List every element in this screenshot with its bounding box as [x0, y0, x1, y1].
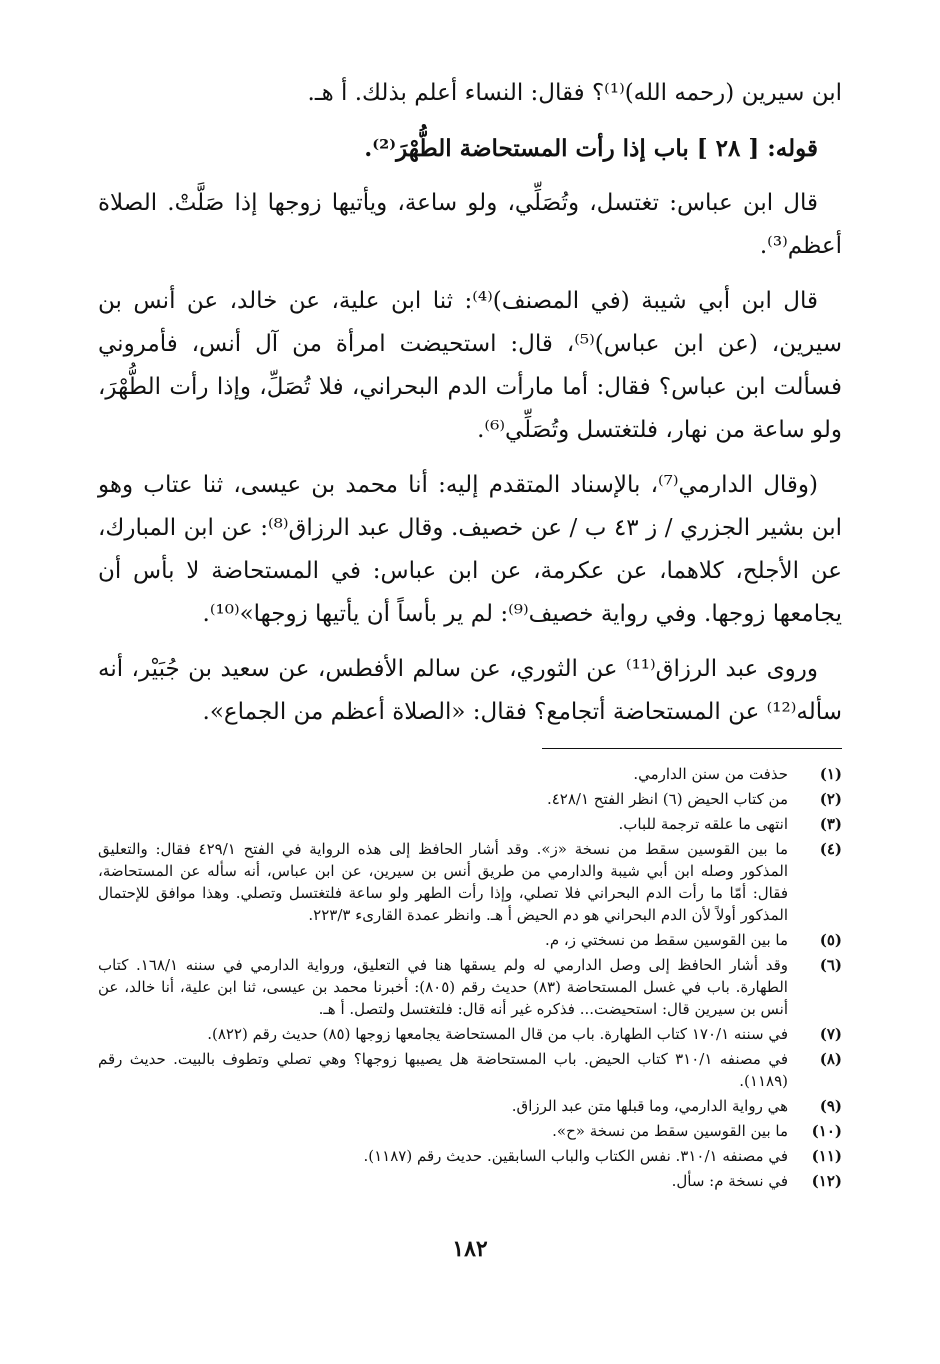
footnote-number: (١) — [819, 765, 842, 783]
chapter-heading: قوله: [ ٢٨ ] باب إذا رأت المستحاضة الطُّهْرَ⁽²⁾. — [364, 135, 818, 162]
page-number: ١٨٢ — [452, 1236, 488, 1262]
footnotes — [98, 763, 842, 1192]
footnote-text: في مصنفه ٣١٠/١ كتاب الحيض. باب المستحاضة هل يصيبها زوجها؟ وهي تصلي وتطوف بالبيت. حديث رقم (١١٨٩). — [98, 1050, 788, 1090]
footnote-8 — [98, 1048, 842, 1092]
footnote-number: (٣) — [819, 815, 842, 833]
paragraph-6: وروى عبد الرزاق⁽¹¹⁾ عن الثوري، عن سالم الأفطس، عن سعيد بن جُبَيْر، أنه سأله⁽¹²⁾ عن المستحاضة أتجامع؟ فقال: «الصلاة أعظم من الجماع». — [98, 656, 842, 725]
footnote-number: (١٢) — [811, 1172, 842, 1190]
footnote-text: انتهى ما علقه ترجمة للباب. — [618, 815, 788, 833]
footnote-number: (٤) — [819, 840, 842, 858]
main-text — [98, 72, 842, 734]
footnote-text: ما بين القوسين سقط من نسختي ز، م. — [545, 931, 788, 949]
footnote-1 — [98, 763, 842, 785]
footnote-9 — [98, 1095, 842, 1117]
footnote-text: هي رواية الدارمي، وما قبلها متن عبد الرزاق. — [511, 1097, 788, 1115]
footnote-number: (٧) — [819, 1025, 842, 1043]
footnote-11 — [98, 1145, 842, 1167]
footnote-10 — [98, 1120, 842, 1142]
paragraph-1: ابن سيرين (رحمه الله)⁽¹⁾؟ فقال: النساء أعلم بذلك. أ هـ. — [307, 80, 842, 106]
paragraph-4: قال ابن أبي شيبة (في المصنف)⁽⁴⁾: ثنا ابن علية، عن خالد، عن أنس بن سيرين، (عن ابن عباس)⁽⁵⁾، قال: استحيضت امرأة من آل أنس، فأمروني فسألت ابن عباس؟ فقال: أما مارأت الدم البحراني، فلا تُصَلِّ، وإذا رأت الطُّهْرَ، ولو ساعة من نهار، فلتغتسل وتُصَلِّي⁽⁶⁾. — [98, 288, 842, 443]
footnote-text: من كتاب الحيض (٦) انظر الفتح ٤٢٨/١. — [546, 790, 788, 808]
footnote-number: (٦) — [819, 956, 842, 974]
footnote-5 — [98, 929, 842, 951]
paragraph-5: (وقال الدارمي⁽⁷⁾، بالإسناد المتقدم إليه: أنا محمد بن عيسى، ثنا عتاب وهو ابن بشير الجزري / ز ٤٣ ب / عن خصيف. وقال عبد الرزاق⁽⁸⁾: عن ابن المبارك، عن الأجلح، كلاهما، عن عكرمة، عن ابن عباس: في المستحاضة لا بأس أن يجامعها زوجها. وفي رواية خصيف⁽⁹⁾: لم ير بأساً أن يأتيها زوجها»⁽¹⁰⁾. — [98, 472, 842, 627]
footnote-number: (٨) — [819, 1050, 842, 1068]
footnote-6 — [98, 954, 842, 1020]
footnote-text: في نسخة م: سأل. — [671, 1172, 788, 1190]
paragraph-3: قال ابن عباس: تغتسل، وتُصَلِّي، ولو ساعة، ويأتيها زوجها إذا صَلَّتْ. الصلاة أعظم⁽³⁾. — [98, 190, 842, 259]
footnote-divider — [542, 748, 842, 749]
footnote-3 — [98, 813, 842, 835]
footnote-4 — [98, 838, 842, 926]
footnote-number: (١١) — [811, 1147, 842, 1165]
footnote-text: وقد أشار الحافظ إلى وصل الدارمي له ولم يسقها هنا في التعليق، ورواية الدارمي في سننه ١٦٨/١. كتاب الطهارة. باب في غسل المستحاضة (٨٣) حديث رقم (٨٠٥): أخبرنا محمد بن عيسى، ثنا ابن علية، أنا خالد، عن أنس بن سيرين قال: استحيضت... فذكره غير أنه قال: فلتغتسل ولتصل. أ هـ. — [98, 956, 788, 1018]
footnote-2 — [98, 788, 842, 810]
footnote-number: (٩) — [819, 1097, 842, 1115]
footnote-text: ما بين القوسين سقط من نسخة «ح». — [552, 1122, 788, 1140]
footnote-text: في سننه ١٧٠/١ كتاب الطهارة. باب من قال المستحاضة يجامعها زوجها (٨٥) حديث رقم (٨٢٢). — [207, 1025, 788, 1043]
footnote-text: حذفت من سنن الدارمي. — [633, 765, 788, 783]
footnote-text: ما بين القوسين سقط من نسخة «ز». وقد أشار الحافظ إلى هذه الرواية في الفتح ٤٢٩/١ فقال: والتعليق المذكور وصله ابن أبي شيبة والدارمي من طريق أنس بن سيرين، عن ابن عباس، أنه سأله عن المستحاضة، فقال: أمّا ما رأت الدم البحراني فلا تصلي، وإذا رأت الطهر ولو ساعة فلتغتسل وتصلي. وهذا موافق للإحتمال المذكور أولاً لأن الدم البحراني هو دم الحيض أ هـ. وانظر عمدة القارىء ٢٢٣/٣. — [98, 840, 788, 924]
footnote-number: (١٠) — [811, 1122, 842, 1140]
footnote-text: في مصنفه ٣١٠/١. نفس الكتاب والباب السابقين. حديث رقم (١١٨٧). — [363, 1147, 788, 1165]
footnote-7 — [98, 1023, 842, 1045]
footnote-number: (٢) — [819, 790, 842, 808]
footnote-number: (٥) — [819, 931, 842, 949]
footnote-12 — [98, 1170, 842, 1192]
